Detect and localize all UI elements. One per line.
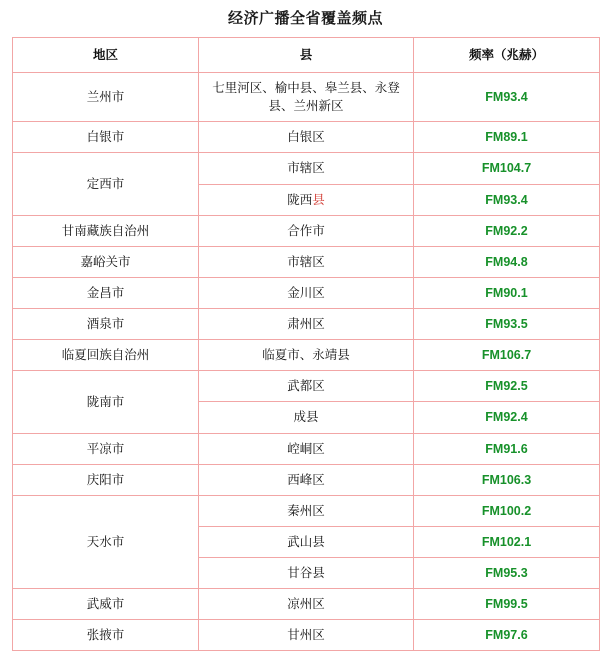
- cell-frequency: FM91.6: [414, 433, 600, 464]
- column-header-frequency: 频率（兆赫）: [414, 38, 600, 73]
- cell-frequency: FM90.1: [414, 277, 600, 308]
- cell-region: 天水市: [13, 495, 199, 588]
- cell-county: 凉州区: [199, 589, 414, 620]
- cell-county: 临夏市、永靖县: [199, 340, 414, 371]
- cell-county: 秦州区: [199, 495, 414, 526]
- cell-frequency: FM99.5: [414, 589, 600, 620]
- cell-frequency: FM100.2: [414, 495, 600, 526]
- table-row: [13, 433, 600, 464]
- cell-county: 白银区: [199, 122, 414, 153]
- table-header: [13, 38, 600, 73]
- cell-county: 七里河区、榆中县、皋兰县、永登县、兰州新区: [199, 73, 414, 122]
- cell-region: 白银市: [13, 122, 199, 153]
- cell-county: 西峰区: [199, 464, 414, 495]
- cell-county: 金川区: [199, 277, 414, 308]
- cell-region: 兰州市: [13, 73, 199, 122]
- table-row: [13, 122, 600, 153]
- cell-frequency: FM93.4: [414, 184, 600, 215]
- cell-county: 甘谷县: [199, 558, 414, 589]
- cell-frequency: FM95.3: [414, 558, 600, 589]
- cell-region: 甘南藏族自治州: [13, 215, 199, 246]
- page-title: 经济广播全省覆盖频点: [227, 10, 383, 27]
- cell-frequency: FM89.1: [414, 122, 600, 153]
- cell-county: 崆峒区: [199, 433, 414, 464]
- cell-region: 平凉市: [13, 433, 199, 464]
- cell-frequency: FM92.5: [414, 371, 600, 402]
- table-row: [13, 495, 600, 526]
- cell-region: 陇南市: [13, 371, 199, 433]
- cell-region: 武威市: [13, 589, 199, 620]
- cell-frequency: FM104.7: [414, 153, 600, 184]
- cell-county: 成县: [199, 402, 414, 433]
- table-row: [13, 589, 600, 620]
- table-body: [13, 73, 600, 651]
- cell-frequency: FM97.6: [414, 620, 600, 651]
- table-row: [13, 153, 600, 184]
- cell-frequency: FM106.3: [414, 464, 600, 495]
- table-header-row: [13, 38, 600, 73]
- table-row: [13, 73, 600, 122]
- cell-county: 肃州区: [199, 309, 414, 340]
- cell-frequency: FM93.5: [414, 309, 600, 340]
- cell-frequency: FM92.4: [414, 402, 600, 433]
- cell-frequency: FM102.1: [414, 526, 600, 557]
- county-highlight: 县: [312, 192, 325, 207]
- cell-region: 金昌市: [13, 277, 199, 308]
- table-row: [13, 246, 600, 277]
- frequency-table: [12, 37, 600, 651]
- table-row: [13, 620, 600, 651]
- cell-region: 嘉峪关市: [13, 246, 199, 277]
- table-row: [13, 215, 600, 246]
- cell-frequency: FM94.8: [414, 246, 600, 277]
- cell-county: 市辖区: [199, 153, 414, 184]
- cell-region: 酒泉市: [13, 309, 199, 340]
- cell-region: 张掖市: [13, 620, 199, 651]
- cell-county: 陇西县: [199, 184, 414, 215]
- column-header-region: 地区: [13, 38, 199, 73]
- cell-frequency: FM106.7: [414, 340, 600, 371]
- cell-county: 武山县: [199, 526, 414, 557]
- cell-region: 临夏回族自治州: [13, 340, 199, 371]
- table-row: [13, 464, 600, 495]
- cell-frequency: FM92.2: [414, 215, 600, 246]
- column-header-county: 县: [199, 38, 414, 73]
- cell-region: 庆阳市: [13, 464, 199, 495]
- table-row: [13, 277, 600, 308]
- table-container: [0, 37, 611, 651]
- cell-county: 武都区: [199, 371, 414, 402]
- cell-frequency: FM93.4: [414, 73, 600, 122]
- table-row: [13, 309, 600, 340]
- cell-region: 定西市: [13, 153, 199, 215]
- cell-county: 市辖区: [199, 246, 414, 277]
- table-row: [13, 371, 600, 402]
- table-row: [13, 340, 600, 371]
- cell-county: 合作市: [199, 215, 414, 246]
- cell-county: 甘州区: [199, 620, 414, 651]
